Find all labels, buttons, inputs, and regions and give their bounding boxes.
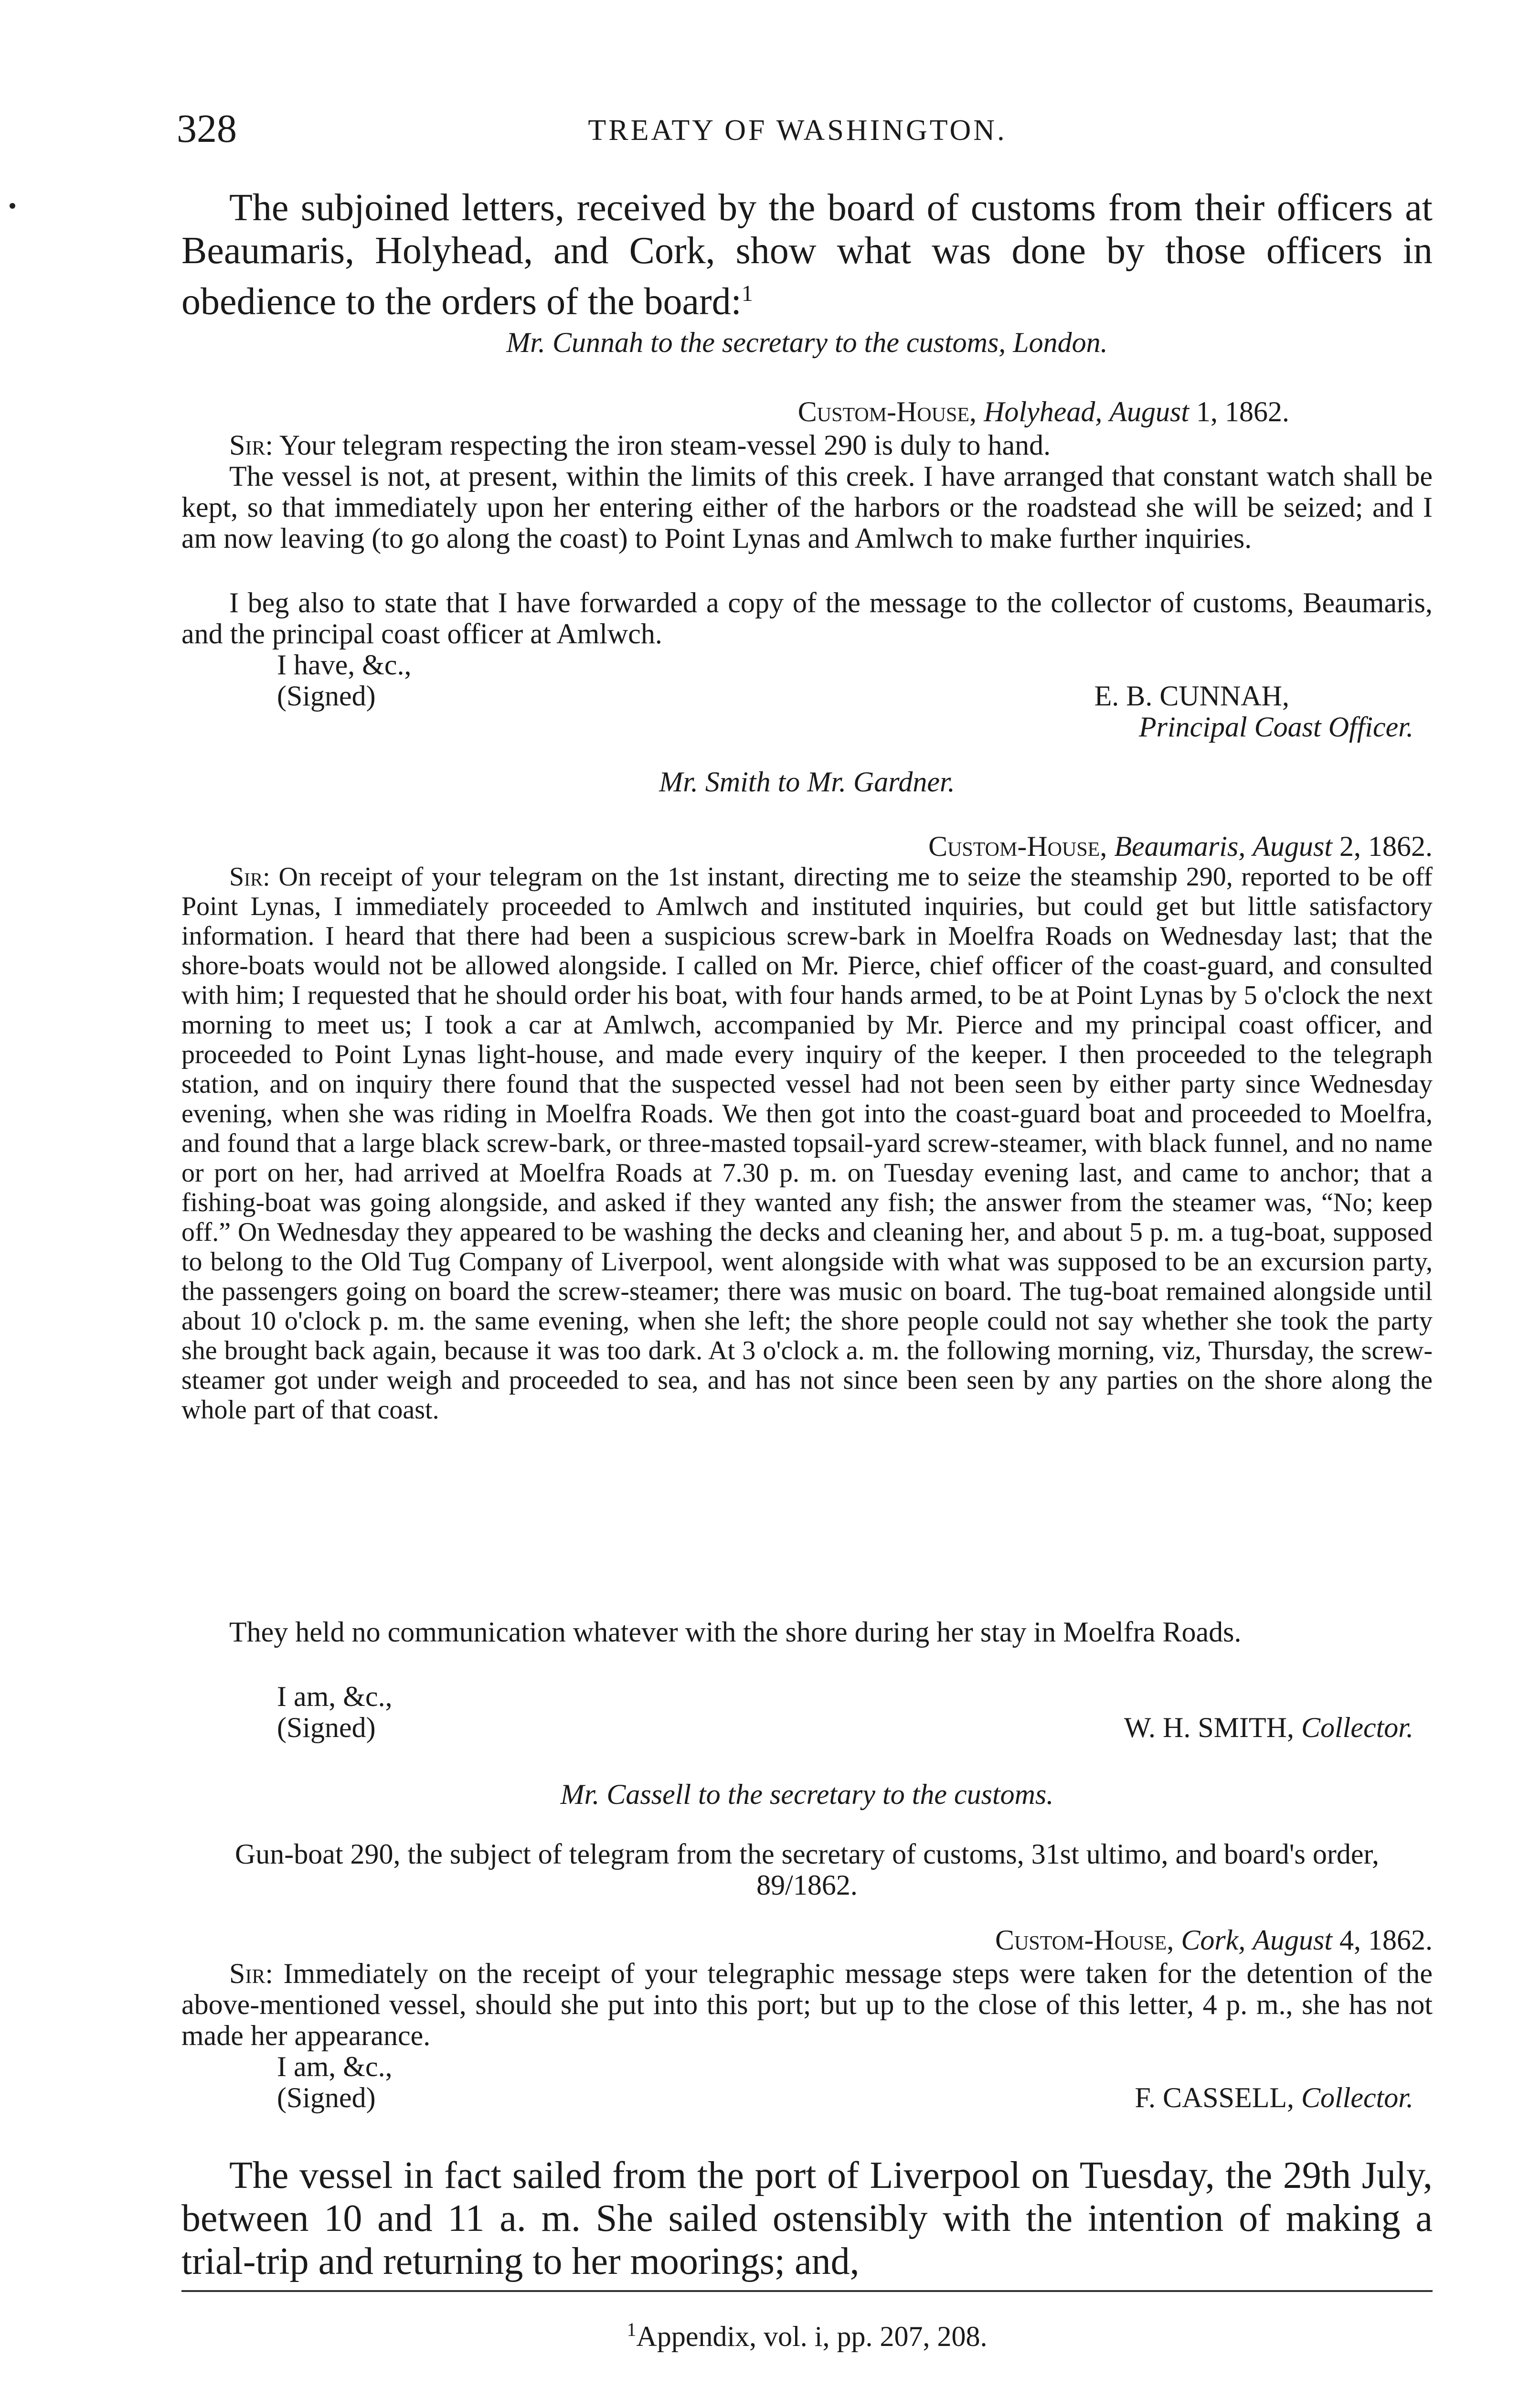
letter3-dateline: Custom-House, Cork, August 4, 1862.: [995, 1924, 1433, 1956]
letter2-signature: (Signed) W. H. SMITH, Collector.: [277, 1712, 1413, 1743]
footnote-rule: [181, 2290, 1433, 2292]
running-title: TREATY OF WASHINGTON.: [588, 114, 1007, 147]
letter3-closing: I am, &c.,: [277, 2051, 393, 2082]
letter2-heading: Mr. Smith to Mr. Gardner.: [659, 766, 955, 798]
margin-mark: [10, 203, 15, 209]
footnote-ref: 1: [741, 281, 753, 306]
letter3-signature: (Signed) F. CASSELL, Collector.: [277, 2082, 1413, 2113]
letter1-dateline: Custom-House, Holyhead, August 1, 1862.: [797, 396, 1289, 427]
letter3-subject: Gun-boat 290, the subject of telegram from the secretary of customs, 31st ultimo, and board's order, 89/1862.: [234, 1838, 1380, 1901]
letter1-p1: Sir: Your telegram respecting the iron steam-vessel 290 is duly to hand.: [229, 429, 1051, 461]
letter1-heading: Mr. Cunnah to the secretary to the customs, London.: [506, 327, 1108, 358]
page-number: 328: [177, 107, 237, 151]
closing-paragraph: The vessel in fact sailed from the port of Liverpool on Tuesday, the 29th July, between 10 and 11 a. m. She sailed ostensibly with the intention of making a trial-trip and returning to her moorings; and,: [181, 2154, 1433, 2282]
letter1-p2: The vessel is not, at present, within the limits of this creek. I have arranged that constant watch shall be kept, so that immediately upon her entering either of the harbors or the roadstead she will be seized; and I am now leaving (to go along the coast) to Point Lynas and Amlwch to make further inquiries.: [181, 460, 1433, 554]
letter2-closing: I am, &c.,: [277, 1681, 393, 1712]
letter3-heading: Mr. Cassell to the secretary to the customs.: [560, 1779, 1054, 1810]
intro-paragraph: [181, 186, 1433, 323]
letter1-title: Principal Coast Officer.: [1139, 711, 1413, 743]
footnote: $^1$Appendix, vol. i, pp. 207, 208.: [627, 2319, 988, 2352]
letter3-p1: Sir: Immediately on the receipt of your telegraphic message steps were taken for the detention of the above-mentioned vessel, should she put into this port; but up to the close of this letter, 4 p. m., she has not made her appearance.: [181, 1958, 1433, 2051]
letter2-p2: They held no communication whatever with the shore during her stay in Moelfra Roads.: [229, 1616, 1242, 1648]
letter1-closing: I have, &c.,: [277, 649, 412, 681]
letter1-p3: I beg also to state that I have forwarded a copy of the message to the collector of customs, Beaumaris, and the principal coast officer at Amlwch.: [181, 587, 1433, 650]
letter1-signature: (Signed) E. B. CUNNAH,: [277, 680, 1289, 712]
page-header: [177, 105, 1418, 153]
letter2-dateline: Custom-House, Beaumaris, August 2, 1862.: [928, 831, 1433, 862]
intro-text: The subjoined letters, received by the board of customs from their officers at Beaumaris, Holyhead, and Cork, show what was done by those officers in obedience to the orders of the board:: [181, 187, 1433, 323]
letter2-p1: Sir: On receipt of your telegram on the 1st instant, directing me to seize the steamship 290, reported to be off Point Lynas, I immediately proceeded to Amlwch and instituted inquiries, but could get but little satisfactory information. I heard that there had been a suspicious screw-bark in Moelfra Roads on Wednesday last; that the shore-boats would not be allowed alongside. I called on Mr. Pierce, chief officer of the coast-guard, and consulted with him; I requested that he should order his boat, with four hands armed, to be at Point Lynas by 5 o'clock the next morning to meet us; I took a car at Amlwch, accompanied by Mr. Pierce and my principal coast officer, and proceeded to Point Lynas light-house, and made every inquiry of the keeper. I then proceeded to the telegraph station, and on inquiry there found that the suspected vessel had not been seen by either party since Wednesday evening, when she was riding in Moelfra Roads. We then got into the coast-guard boat and proceeded to Moelfra, and found that a large black screw-bark, or three-masted topsail-yard screw-steamer, with black funnel, and no name or port on her, had arrived at Moelfra Roads at 7.30 p. m. on Tuesday evening last, and came to anchor; that a fishing-boat was going alongside, and asked if they wanted any fish; the answer from the steamer was, “No; keep off.” On Wednesday they appeared to be washing the decks and cleaning her, and about 5 p. m. a tug-boat, supposed to belong to the Old Tug Company of Liverpool, went alongside with what was supposed to be an excursion party, the passengers going on board the screw-steamer; there was music on board. The tug-boat remained alongside until about 10 o'clock p. m. the same evening, when she left; the shore people could not say whether she took the party she brought back again, because it was too dark. At 3 o'clock a. m. the following morning, viz, Thursday, the screw-steamer got under weigh and proceeded to sea, and has not since been seen by any parties on the shore along the whole part of that coast.: [181, 862, 1433, 1425]
